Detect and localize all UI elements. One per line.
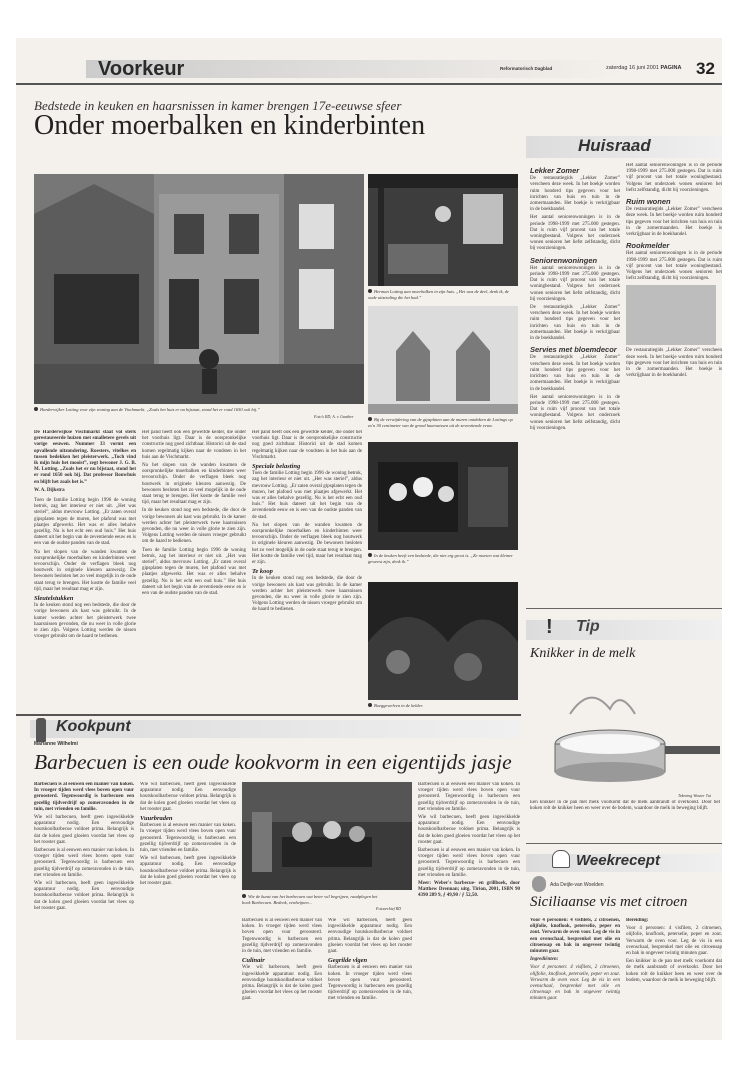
main-intro: De Harderwijkse Vischmarkt staat vol sterk gerestaureerde huizen met smalletere gevels uit vorige eeuwen. Nummer 33 vormt een opvallende uitzondering. Roesters, vitelkes en tussen bedekken het pleisterwerk. „Toch vind ik mijn huis het mooist”, zegt bewoner J. G. B. M. Lotting. „Zoals het er nu bijstaat, stond het er rond 1650 ook bij. Dat professor Bouwhuis en blijft het zoals het is.” bbox=[34, 430, 136, 485]
kook-body-1: Wie wil barbecuen, heeft geen ingewikkelde apparatuur nodig. Een eenvoudige houtskoolbarbecue voldoet prima. Belangrijk is dat de kolen goed gloeien voordat het vlees op het rooster gaat. bbox=[34, 815, 134, 845]
main-body-5: Na het slopen van de wanden kwamen de oorspronkelijke moerbalken en kinderbinten weer tevoorschijn. Onder de verflagen bleek nog houtwerk in originele kleuren aanwezig. De bewoners besloten het zo veel mogelijk in de oude staat terug te brengen. Het kostte de familie veel tijd, maar het resultaat mag er zijn. bbox=[142, 463, 246, 506]
interior-beams-photo bbox=[368, 174, 518, 286]
barbecue-photo bbox=[242, 782, 412, 890]
tip-text: Een knikker in de pan met melk voorkomt dat de melk aanbrandt of overkookt. Door het koken rolt de knikker heen en weer over de bodem, waardoor de melk in beweging blijft. bbox=[530, 800, 720, 812]
recept-col-2 bbox=[626, 918, 722, 1032]
photo4-caption bbox=[368, 553, 518, 564]
huisraad-body-3b: Het aantal seniorenwoningen is in de periode 1998-1999 met 275.000 gestegen. Dat is ruim vijf procent van het totale woningbestand. Volgens het onderzoek wonen senioren het liefst zelfstandig, dicht bij voorzieningen. bbox=[530, 394, 620, 431]
main-body-4: Het pand heeft ook een gewelfde kelder, die onder het voorhuis ligt. Daar is de oorspronkelijke constructie nog goed zichtbaar. Historici uit de stad komen regelmatig kijken naar de vondsten in het huis aan de Vischmarkt. bbox=[142, 430, 246, 460]
author-avatar bbox=[532, 876, 546, 892]
photo1-caption-text: Harderwijker Lotting voor zijn woning aan de Vischmarkt. „Zoals het huis er nu bijstaat, stond het er rond 1650 ook bij.” bbox=[40, 407, 260, 412]
tip-exclaim-icon: ! bbox=[546, 616, 553, 638]
photo4-caption-text: In de keuken heeft een bedstede, die niet erg groot is. „Ze moeten wat kleiner geweest zijn, denk ik.” bbox=[368, 553, 513, 564]
huisraad-title-1: Lekker Zomer bbox=[530, 166, 580, 175]
photo1-caption bbox=[34, 407, 334, 413]
milk-pan-illustration bbox=[530, 674, 720, 792]
kook-col-4 bbox=[328, 918, 412, 1032]
photo1-credit: Foto's RD, A. v. Gunther bbox=[314, 414, 354, 419]
chef-hat-icon bbox=[552, 850, 570, 868]
kook-col-2 bbox=[140, 782, 236, 1032]
house-facade-illustration bbox=[34, 174, 364, 404]
kook-col-3 bbox=[242, 918, 322, 1032]
huisraad-body-1: De restauratiegids „Lekker Zomer” verscheen deze week. In het boekje worden ruim honderd tips gegeven voor het inrichten van huis en tuin in de zomermaanden. Het boekje is verkrijgbaar in de boekhandel. bbox=[530, 176, 620, 213]
weekrecept-header: Weekrecept bbox=[576, 852, 660, 869]
main-body-11: In de keuken stond nog een bedstede, die door de vorige bewoners als kast was gebruikt. In de kamer werden achter het pleisterwerk twee haarsnissen gevonden, die nu weer in volle glorie te zien zijn. Volgens Lotting werden de nissen vroeger gebruikt om de haard te bedienen. bbox=[252, 576, 362, 613]
milk-pan-icon bbox=[530, 674, 720, 792]
recept-ingredients: Voor 4 personen: 4 visfilets, 2 citroenen, olijfolie, knoflook, peterselie, peper en zout. Verwarm de oven voor. Leg de vis in een ovenschaal, besprenkel met olie en citroensap en bak in ongeveer twintig minuten gaar. bbox=[530, 965, 620, 1002]
huisraad-body-4: Het aantal seniorenwoningen is in de periode 1998-1999 met 275.000 gestegen. Dat is ruim vijf procent van het totale woningbestand. Volgens het onderzoek wonen senioren het liefst zelfstandig, dicht bij voorzieningen. bbox=[626, 163, 722, 193]
interior-beams-illustration bbox=[368, 174, 518, 286]
huisraad-body-3: De restauratiegids „Lekker Zomer” verscheen deze week. In het boekje worden ruim honderd tips gegeven voor het inrichten van huis en tuin in de zomermaanden. Het boekje is verkrijgbaar in de boekhandel. bbox=[530, 355, 620, 392]
weekrecept-author: Ada Deijle-van Woelden bbox=[550, 882, 604, 888]
caption-bullet-icon bbox=[368, 289, 372, 293]
bedstede-illustration bbox=[368, 442, 518, 550]
kook-body-11: Barbecuen is al eeuwen een manier van koken. In vroeger tijden werd vlees boven open vuur geroosterd. Tegenwoordig is barbecuen een gezellig tijdverdrijf op zomeravonden in de tuin, met vrienden en familie. bbox=[418, 782, 520, 812]
photo3-caption-text: Bij de verwijdering van de gipsplaten aan de muren ontdekten de Lottings op zo'n 30 centimeter van de grond haarsnissen uit de zeventiende eeuw. bbox=[368, 417, 513, 428]
huisraad-body-6: Het aantal seniorenwoningen is in de periode 1998-1999 met 275.000 gestegen. Dat is ruim vijf procent van het totale woningbestand. Volgens het onderzoek wonen senioren het liefst zelfstandig, dicht bij voorzieningen. bbox=[626, 251, 722, 282]
recept-col-1 bbox=[530, 918, 620, 1032]
kook-body-13: Barbecuen is al eeuwen een manier van koken. In vroeger tijden werd vlees boven open vuur geroosterd. Tegenwoordig is barbecuen een gezellig tijdverdrijf op zomeravonden in de tuin, met vrienden en familie. bbox=[418, 848, 520, 878]
caption-bullet-icon bbox=[368, 553, 372, 557]
subhead-speciale-belasting: Speciale belasting bbox=[252, 463, 301, 471]
kook-body-3: Wie wil barbecuen, heeft geen ingewikkelde apparatuur nodig. Een eenvoudige houtskoolbarbecue voldoet prima. Belangrijk is dat de kolen goed gloeien voordat het vlees op het rooster gaat. bbox=[34, 881, 134, 911]
kook-body-9: Wie wil barbecuen, heeft geen ingewikkelde apparatuur nodig. Een eenvoudige houtskoolbarbecue voldoet prima. Belangrijk is dat de kolen goed gloeien voordat het vlees op het rooster gaat. bbox=[328, 918, 412, 955]
main-kicker: Bedstede in keuken en haarsnissen in kamer brengen 17e-eeuwse sfeer bbox=[34, 98, 402, 113]
recept-method-label: Bereiding: bbox=[626, 918, 649, 923]
main-body-2: Na het slopen van de wanden kwamen de oorspronkelijke moerbalken en kinderbinten weer tevoorschijn. Onder de verflagen bleek nog houtwerk in originele kleuren aanwezig. De bewoners besloten het zo veel mogelijk in de oude staat terug te brengen. Het kostte de familie veel tijd, maar het resultaat mag er zijn. bbox=[34, 549, 136, 592]
weekrecept-headline: Siciliaanse vis met citroen bbox=[530, 894, 688, 910]
tip-rule bbox=[526, 608, 722, 609]
subhead-vuurbraden: Vuurbraden bbox=[140, 815, 173, 823]
barbecue-caption-text: Wie de kunst van het barbecuen wat beter wil begrijpen, raadplegen het boek Barbecuen. Bedenk, verdwijnen... bbox=[242, 894, 378, 905]
weekrecept-rule bbox=[526, 843, 722, 844]
photo2-caption bbox=[368, 289, 518, 300]
main-body-1: Toen de familie Lotting begin 1996 de woning betrok, zag het interieur er niet uit. „Het was steriel”, aldus mevrouw Lotting. „Er zaten overal gipsplaten tegen de muren, het plafond was met plaatjes afgewerkt. Het was er alles behalve gezellig. Nu is het echt een oud huis.” Het huis dateert uit het begin van de zeventiende eeuw en is een van de oudste panden van de stad. bbox=[34, 498, 136, 547]
kookpunt-headline: Barbecuen is een oude kookvorm in een eigentijds jasje bbox=[34, 750, 512, 774]
kook-body-10: Barbecuen is al eeuwen een manier van koken. In vroeger tijden werd vlees boven open vuur geroosterd. Tegenwoordig is barbecuen een gezellig tijdverdrijf op zomeravonden in de tuin, met vrienden en familie. bbox=[328, 965, 412, 1002]
main-byline: W. A. Dijkstra bbox=[34, 487, 65, 493]
caption-bullet-icon bbox=[34, 407, 38, 411]
main-body-8: Het pand heeft ook een gewelfde kelder, die onder het voorhuis ligt. Daar is de oorspronkelijke constructie nog goed zichtbaar. Historici uit de stad komen regelmatig kijken naar de vondsten in het huis aan de Vischmarkt. bbox=[252, 430, 362, 460]
masthead-rule bbox=[16, 83, 722, 85]
photo3-caption bbox=[368, 417, 518, 428]
main-body-10: Na het slopen van de wanden kwamen de oorspronkelijke moerbalken en kinderbinten weer tevoorschijn. Onder de verflagen bleek nog houtwerk in originele kleuren aanwezig. De bewoners besloten het zo veel mogelijk in de oude staat terug te brengen. Het kostte de familie veel tijd, maar het resultaat mag er zijn. bbox=[252, 522, 362, 566]
huisraad-body-5: De restauratiegids „Lekker Zomer” verscheen deze week. In het boekje worden ruim honderd tips gegeven voor het inrichten van huis en tuin in de zomermaanden. Het boekje is verkrijgbaar in de boekhandel. bbox=[626, 207, 722, 238]
kook-body-5: Barbecuen is al eeuwen een manier van koken. In vroeger tijden werd vlees boven open vuur geroosterd. Tegenwoordig is barbecuen een gezellig tijdverdrijf op zomeravonden in de tuin, met vrienden en familie. bbox=[140, 823, 236, 854]
kook-intro: Barbecuen is al eeuwen een manier van koken. In vroeger tijden werd vlees boven open vuur geroosterd. Tegenwoordig is barbecuen een gezellig tijdverdrijf op zomeravonden in de tuin, met vrienden en familie. bbox=[34, 782, 134, 812]
photo5-caption bbox=[368, 703, 518, 709]
masthead bbox=[16, 58, 722, 80]
bedstede-photo bbox=[368, 442, 518, 550]
rookmelder-photo bbox=[626, 285, 716, 345]
main-body-9: Toen de familie Lotting begin 1996 de woning betrok, zag het interieur er niet uit. „Het was steriel”, aldus mevrouw Lotting. „Er zaten overal gipsplaten tegen de muren, het plafond was met plaatjes afgewerkt. Het was er alles behalve gezellig. Nu is het echt een oud huis.” Het huis dateert uit het begin van de zeventiende eeuw en is een van de oudste panden van de stad. bbox=[252, 471, 362, 520]
barbecue-credit: Fotoarchief RD bbox=[376, 906, 402, 911]
main-body-6: In de keuken stond nog een bedstede, die door de vorige bewoners als kast was gebruikt. In de kamer werden achter het pleisterwerk twee haarsnissen gevonden, die nu weer in volle glorie te zien zijn. Volgens Lotting werden de nissen vroeger gebruikt om de haard te bedienen. bbox=[142, 508, 246, 545]
kookpunt-bottle-icon bbox=[36, 718, 46, 742]
kook-body-6: Wie wil barbecuen, heeft geen ingewikkelde apparatuur nodig. Een eenvoudige houtskoolbarbecue voldoet prima. Belangrijk is dat de kolen goed gloeien voordat het vlees op het rooster gaat. bbox=[140, 856, 236, 887]
subhead-culinair: Culinair bbox=[242, 957, 265, 965]
tip-banner bbox=[526, 620, 722, 640]
kook-body-8: Wie wil barbecuen, heeft geen ingewikkelde apparatuur nodig. Een eenvoudige houtskoolbarbecue voldoet prima. Belangrijk is dat de kolen goed gloeien voordat het vlees op het rooster gaat. bbox=[242, 965, 322, 1002]
huisraad-col-1 bbox=[530, 163, 620, 603]
caption-bullet-icon bbox=[368, 417, 372, 421]
kook-book-info: Meer: Weber's barbecue- en grillboek, door Matthew Drennan; uitg. Tirion, 2001, ISBN 90 4390 289 9, ƒ 49,90 / ƒ 52,50. bbox=[418, 881, 520, 899]
recept-intro: Voor 4 personen: 4 visfilets, 2 citroenen, olijfolie, knoflook, peterselie, peper en zout. Verwarm de oven voor. Leg de vis in een ovenschaal, besprenkel met olie en citroensap en bak in ongeveer twintig minuten gaar. bbox=[530, 918, 620, 955]
caption-bullet-icon bbox=[368, 703, 372, 707]
caption-bullet-icon bbox=[242, 894, 246, 898]
kookpunt-author: Marianne Wilhelmi bbox=[34, 741, 78, 747]
niche-photo bbox=[368, 306, 518, 414]
kookpunt-rule bbox=[16, 714, 521, 716]
kook-col-5 bbox=[418, 782, 520, 1032]
huisraad-body-7: De restauratiegids „Lekker Zomer” verscheen deze week. In het boekje worden ruim honderd tips gegeven voor het inrichten van huis en tuin in de zomermaanden. Het boekje is verkrijgbaar in de boekhandel. bbox=[626, 348, 722, 379]
page-number: 32 bbox=[696, 59, 715, 78]
huisraad-body-1b: Het aantal seniorenwoningen is in de periode 1998-1999 met 275.000 gestegen. Dat is ruim vijf procent van het totale woningbestand. Volgens het onderzoek wonen senioren het liefst zelfstandig, dicht bij voorzieningen. bbox=[530, 215, 620, 252]
kook-body-2: Barbecuen is al eeuwen een manier van koken. In vroeger tijden werd vlees boven open vuur geroosterd. Tegenwoordig is barbecuen een gezellig tijdverdrijf op zomeravonden in de tuin, met vrienden en familie. bbox=[34, 848, 134, 878]
page-label: PAGINA bbox=[660, 65, 682, 71]
barbecue-illustration bbox=[242, 782, 412, 890]
main-body-7: Toen de familie Lotting begin 1996 de woning betrok, zag het interieur er niet uit. „Het was steriel”, aldus mevrouw Lotting. „Er zaten overal gipsplaten tegen de muren, het plafond was met plaatjes afgewerkt. Het was er alles behalve gezellig. Nu is het echt een oud huis.” Het huis dateert uit het begin van de zeventiende eeuw en is een van de oudste panden van de stad. bbox=[142, 547, 246, 597]
huisraad-title-3: Servies met bloemdecor bbox=[530, 345, 617, 355]
cellar-photo bbox=[368, 582, 518, 700]
barbecue-caption bbox=[242, 894, 382, 905]
date-text: zaterdag 16 juni 2001 bbox=[606, 65, 659, 71]
photo5-caption-text: Boeggewelven in de kelder. bbox=[374, 703, 423, 708]
huisraad-body-2: Het aantal seniorenwoningen is in de periode 1998-1999 met 275.000 gestegen. Dat is ruim vijf procent van het totale woningbestand. Volgens het onderzoek wonen senioren het liefst zelfstandig, dicht bij voorzieningen. bbox=[530, 265, 620, 302]
kook-body-4: Wie wil barbecuen, heeft geen ingewikkelde apparatuur nodig. Een eenvoudige houtskoolbarbecue voldoet prima. Belangrijk is dat de kolen goed gloeien voordat het vlees op het rooster gaat. bbox=[140, 782, 236, 812]
photo2-caption-text: Herman Lotting aan moerbalken in zijn huis. „Het was de deel, denk ik, de oude uitstraling die het had.” bbox=[368, 289, 509, 300]
kookpunt-header: Kookpunt bbox=[56, 718, 131, 735]
kook-body-7: Barbecuen is al eeuwen een manier van koken. In vroeger tijden werd vlees boven open vuur geroosterd. Tegenwoordig is barbecuen een gezellig tijdverdrijf op zomeravonden in de tuin, met vrienden en familie. bbox=[242, 918, 322, 955]
recept-method: Voor 4 personen: 4 visfilets, 2 citroenen, olijfolie, knoflook, peterselie, peper en zout. Verwarm de oven voor. Leg de vis in een ovenschaal, besprenkel met olie en citroensap en bak in ongeveer twintig minuten gaar. bbox=[626, 926, 722, 957]
paper-name: Reformatorisch Dagblad bbox=[500, 66, 553, 71]
recept-ingredients-label: Ingrediënten: bbox=[530, 957, 559, 963]
page-date bbox=[606, 65, 681, 71]
huisraad-title-4: Ruim wonen bbox=[626, 197, 671, 207]
main-body-3: In de keuken stond nog een bedstede, die door de vorige bewoners als kast was gebruikt. In de kamer werden achter het pleisterwerk twee haarsnissen gevonden, die nu weer in volle glorie te zien zijn. Volgens Lotting werden de nissen vroeger gebruikt om de haard te bedienen. bbox=[34, 603, 136, 640]
niche-illustration bbox=[368, 306, 518, 414]
huisraad-title-5: Rookmelder bbox=[626, 241, 670, 251]
huisraad-col-2 bbox=[626, 163, 722, 603]
kook-col-1 bbox=[34, 782, 134, 1032]
subhead-te-koop: Te koop bbox=[252, 568, 273, 576]
cellar-illustration bbox=[368, 582, 518, 700]
tip-header: Tip bbox=[576, 618, 600, 635]
main-headline: Onder moerbalken en kinderbinten bbox=[34, 110, 426, 141]
huisraad-header: Huisraad bbox=[578, 136, 651, 155]
huisraad-body-2b: De restauratiegids „Lekker Zomer” verscheen deze week. In het boekje worden ruim honderd tips gegeven voor het inrichten van huis en tuin in de zomermaanden. Het boekje is verkrijgbaar in de boekhandel. bbox=[530, 305, 620, 342]
tip-body bbox=[530, 800, 720, 836]
recept-method-b: Een knikker in de pan met melk voorkomt dat de melk aanbrandt of overkookt. Door het koken rolt de knikker heen en weer over de bodem, waardoor de melk in beweging blijft. bbox=[626, 959, 722, 983]
subhead-gegrilde-vlgen: Gegrilde vlgen bbox=[328, 957, 368, 965]
tip-headline: Knikker in de melk bbox=[530, 646, 636, 661]
tip-caption: Tekening Wouter Tut bbox=[678, 793, 711, 798]
huisraad-title-2: Seniorenwoningen bbox=[530, 255, 598, 265]
kook-body-12: Wie wil barbecuen, heeft geen ingewikkelde apparatuur nodig. Een eenvoudige houtskoolbarbecue voldoet prima. Belangrijk is dat de kolen goed gloeien voordat het vlees op het rooster gaat. bbox=[418, 815, 520, 845]
house-facade-photo bbox=[34, 174, 364, 404]
subhead-sleutelstukken: Sleutelstukken bbox=[34, 595, 74, 603]
newspaper-page bbox=[16, 38, 722, 1040]
section-title: Voorkeur bbox=[98, 58, 185, 80]
